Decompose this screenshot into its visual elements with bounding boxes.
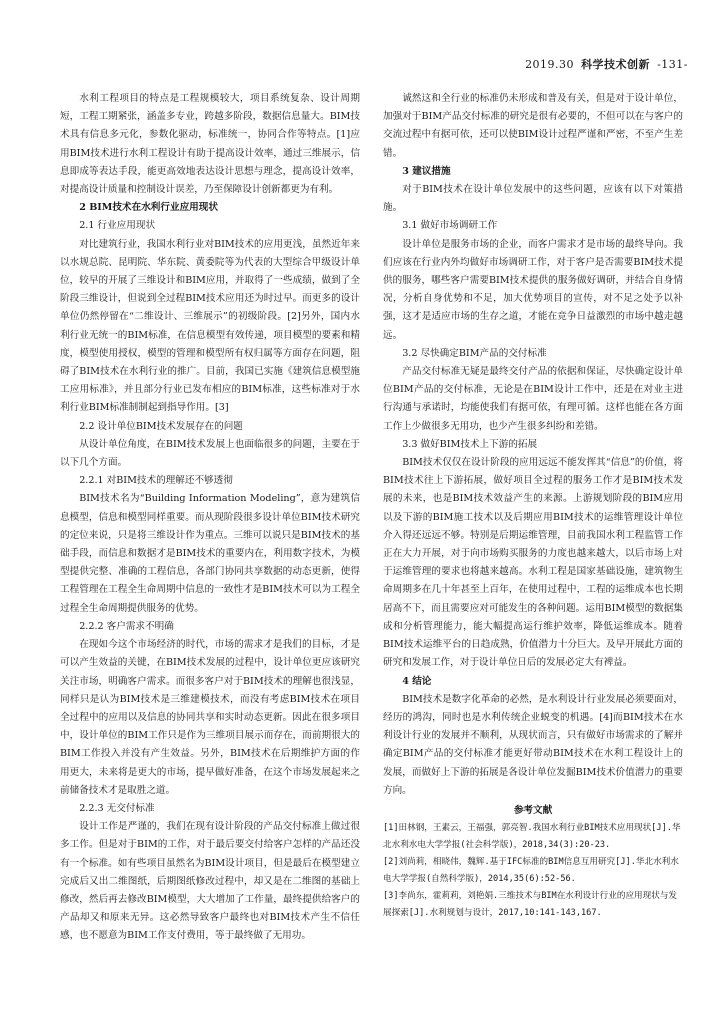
subsubsection-heading: 2.2.2 客户需求不明确 xyxy=(79,620,174,632)
paragraph: BIM技术名为“Building Information Modeling”，意为建筑信息模型，信息和模型同样重要。而从现阶段很多设计单位BIM技术研究的定位来说，只是将三维设计作为重点。三维可以说只是BIM技术的基础手段，而信息和数据才是BIM技术的重要内在，利用数字技术，为模型提供完整、准确的工程信息，各部门协同共享数据的动态更新，使得工程管理在工程全生命周期中信息的一致性才是BIM技术可以为工程全过程全生命周期提供服务的优势。 xyxy=(60,493,360,614)
paragraph: 对比建筑行业，我国水利行业对BIM技术的应用更浅，虽然近年来以水规总院、昆明院、华东院、黄委院等为代表的大型综合甲级设计单位，较早的开展了三维设计和BIM应用，并取得了一些成绩，做到了全阶段三维设计，但说到全过程BIM技术应用还为时过早。而更多的设计单位仍然停留在“二维设计、三维展示”的初级阶段。[2]另外，国内水利行业无统一的BIM标准，在信息模型有效传递，项目模型的要素和精度，模型使用授权，模型的管理和模型所有权归属等方面存在问题，阻碍了BIM技术在水利行业的推广。目前，我国已实施《建筑信息模型施工应用标准》，并且部分行业已发布相应的BIM标准，这些标准对于水利行业BIM标准制制起到指导作用。[3] xyxy=(60,238,360,414)
right-column xyxy=(383,90,683,922)
paragraph: BIM技术仅仅在设计阶段的应用远远不能发挥其“信息”的价值，将BIM技术往上下游拓展，做好项目全过程的服务工作才是BIM技术发展的未来，也是BIM技术效益产生的来源。上游规划阶段的BIM应用以及下游的BIM施工技术以及后期应用BIM技术的运维管理设计单位介入得还远远不够。特别是后期运维管理，目前我国水利工程监管工作正在大力开展，对于向市场购买服务的力度也越来越大，以后市场上对于运维管理的要求也将越来越高。水利工程是国家基础设施，建筑物生命周期多在几十年甚至上百年，在使用过程中，工程的运维成本也长期居高不下，而且需要应对可能发生的各种问题。运用BIM模型的数据集成和分析管理能力，能大幅提高运行维护效率，降低运维成本。随着BIM技术运维平台的日趋成熟，价值潜力十分巨大。及早开展此方面的研究和发展工作，对于设计单位日后的发展必定大有裨益。 xyxy=(383,457,683,669)
reference-item: [1]田林钢，王素云，王福强，郭亮智.我国水利行业BIM技术应用现状[J].华北水利水电大学学报(社会科学版)，2018,34(3):20-23. xyxy=(383,823,681,851)
left-column xyxy=(60,90,360,946)
subsubsection-heading: 2.2.1 对BIM技术的理解还不够透彻 xyxy=(79,475,233,487)
section-heading: 4 结论 xyxy=(402,675,432,687)
paragraph: BIM技术是数字化革命的必然，是水利设计行业发展必须要面对，经历的鸿沟，同时也是水利传统企业蜕变的机遇。[4]而BIM技术在水利设计行业的发展并不顺利，从现状而言，只有做好市场需求的了解并确定BIM产品的交付标准才能更好带动BIM技术在水利工程设计上的发展，而做好上下游的拓展是各设计单位发掘BIM技术价值潜力的重要方向。 xyxy=(383,693,683,796)
subsection-heading: 2.2 设计单位BIM技术发展存在的问题 xyxy=(79,420,243,432)
paragraph: 从设计单位角度，在BIM技术发展上也面临很多的问题，主要在于以下几个方面。 xyxy=(60,438,360,469)
paragraph: 设计工作是严谨的，我们在现有设计阶段的产品交付标准上做过很多工作。但是对于BIM的工作，对于最后要交付给客户怎样的产品还没有一个标准。如有些项目虽然名为BIM设计项目，但是最后在模型建立完成后又出二维图纸，后期图纸修改过程中，却又是在二维图的基础上修改，然后再去修改BIM模型，大大增加了工作量，最终提供给客户的产品却又和原来无异。这必然导致客户最终也对BIM技术产生不信任感，也不愿意为BIM工作支付费用，等于最终做了无用功。 xyxy=(60,821,360,942)
subsection-heading: 3.3 做好BIM技术上下游的拓展 xyxy=(402,438,538,450)
paragraph: 诚然这和全行业的标准仍未形成和普及有关，但是对于设计单位，加强对于BIM产品交付标准的研究是很有必要的，不但可以在与客户的交流过程中有据可依，还可以使BIM设计过程严谨和严密，不至产生差错。 xyxy=(383,93,683,159)
paragraph: 水利工程项目的特点是工程规模较大，项目系统复杂、设计周期短，工程工期紧张，涵盖多专业，跨越多阶段，数据信息量大。BIM技术具有信息多元化，参数化驱动，标准统一，协同合作等特点。[1]应用BIM技术进行水利工程设计有助于提高设计效率，通过三维展示，信息即成等表达手段，能更高效地表达设计思想与理念，提高设计效率，对提高设计质量和控制设计误差，乃至保障设计创新都更为有利。 xyxy=(60,93,360,196)
references-title: 参考文献 xyxy=(513,804,553,816)
journal-name: 科学技术创新 xyxy=(581,58,651,71)
page-header xyxy=(525,56,688,72)
paragraph: 对于BIM技术在设计单位发展中的这些问题，应该有以下对策措施。 xyxy=(383,184,683,214)
paragraph: 产品交付标准无疑是最终交付产品的依据和保证，尽快确定设计单位BIM产品的交付标准，无论是在BIM设计工作中，还是在对业主进行沟通与承诺时，均能使我们有据可依，有理可循。这样也能在各方面工作上少做很多无用功，也少产生很多纠纷和差错。 xyxy=(383,366,683,432)
subsubsection-heading: 2.2.3 无交付标准 xyxy=(79,802,155,814)
section-heading: 2 BIM技术在水利行业应用现状 xyxy=(79,202,218,214)
reference-item: [2]刘尚莉，相晓伟，魏辉.基于IFC标准的BIM信息互用研究[J].华北水利水电大学学报(自然科学版)，2014,35(6):52-56. xyxy=(383,857,679,885)
paragraph: 设计单位是服务市场的企业，而客户需求才是市场的最终导向。我们应该在行业内外均做好市场调研工作，对于客户是否需要BIM技术提供的服务，哪些客户需要BIM技术提供的服务做好调研，并结合自身情况，分析自身优势和不足，加大优势项目的宣传，对不足之处予以补强，这才是适应市场的生存之道，才能在竞争日益激烈的市场中越走越远。 xyxy=(383,238,683,341)
subsection-heading: 3.1 做好市场调研工作 xyxy=(402,220,498,232)
subsection-heading: 3.2 尽快确定BIM产品的交付标准 xyxy=(402,347,547,359)
paragraph: 在现如今这个市场经济的时代，市场的需求才是我们的目标，才是可以产生效益的关键，在BIM技术发展的过程中，设计单位更应该研究关注市场，明确客户需求。而很多客户对于BIM技术的理解也很浅显，同样只是认为BIM技术是三维建模技术，而没有考虑BIM技术在项目全过程中的应用以及信息的协同共享和实时动态更新。因此在很多项目中，设计单位的BIM工作只是作为三维项目展示而存在，而前期很大的BIM工作投入并没有产生效益。另外，BIM技术在后期维护方面的作用更大，未来将是更大的市场，提早做好准备，在这个市场发展起来之前储备技术才是取胜之道。 xyxy=(60,639,360,796)
section-heading: 3 建议措施 xyxy=(402,165,451,177)
reference-item: [3]李尚东，霍莉莉，刘艳娟.三维技术与BIM在水利设计行业的应用现状与发展探索[J].水利规划与设计，2017,10:141-143,167. xyxy=(383,891,678,919)
subsection-heading: 2.1 行业应用现状 xyxy=(79,220,156,232)
page-number: -131- xyxy=(657,58,688,71)
issue-number: 2019.30 xyxy=(525,58,575,71)
